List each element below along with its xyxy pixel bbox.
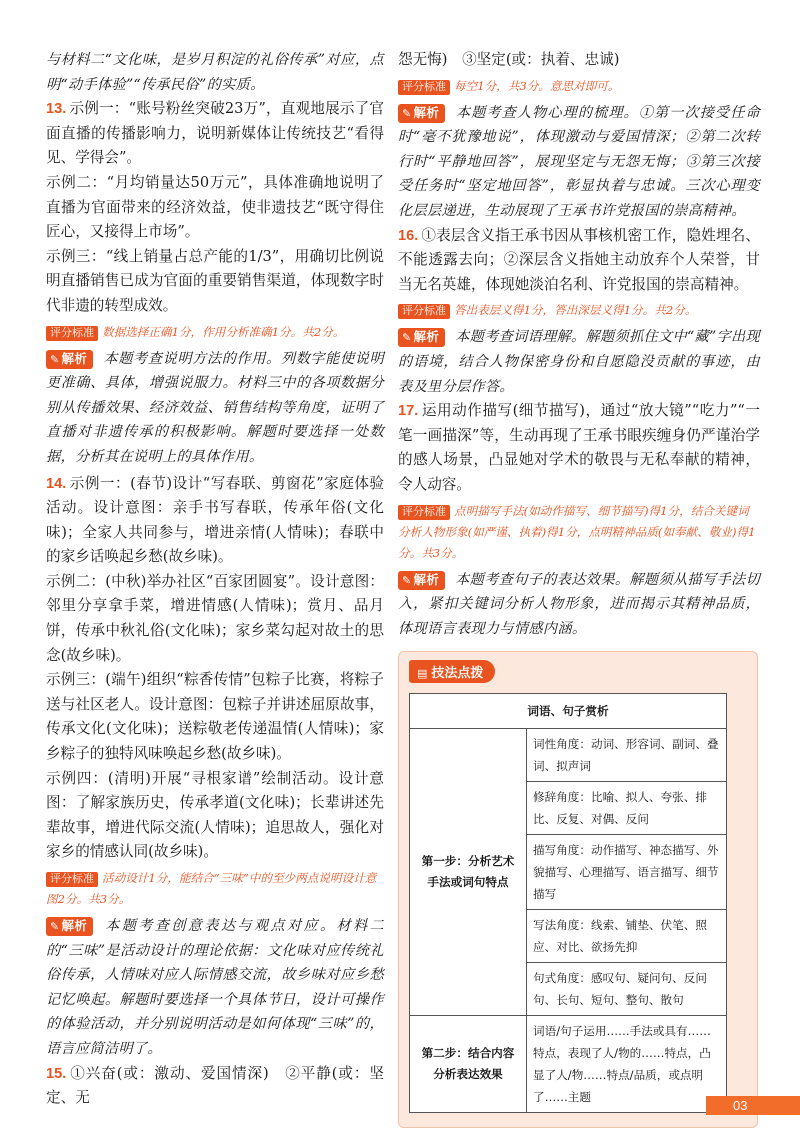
table-title: 词语、句子赏析 <box>410 694 727 729</box>
analysis-14: ✎ 解析 本题考查创意表达与观点对应。材料二的“三味”是活动设计的理论依据：文化味对应传统礼俗传承，人情味对应人际情感交流，故乡味对应乡愁记忆唤起。解题时要选择一个具体节日，设计可操作的体验活动，并分别说明活动是如何体现“三味”的，语言应简洁明了。 <box>46 918 384 1057</box>
right-column <box>398 48 760 1128</box>
table-row <box>410 1016 727 1113</box>
left-column <box>46 48 384 1111</box>
analysis-tag: ✎ 解析 <box>46 350 93 369</box>
analysis-15: ✎ 解析 本题考查人物心理的梳理。①第一次接受任命时“毫不犹豫地说”，体现激动与爱国情深；②第二次转行时“平静地回答”，展现坚定与无怨无悔；③第三次接受任务时“坚定地回答”，彰显执着与忠诚。三次心理变化层层递进，生动展现了王承书许党报国的崇高精神。 <box>398 104 760 219</box>
table-cell: 词语/句子运用……手法或具有……特点，表现了人/物的……特点，凸显了人/物……特点/品质，或点明了……主题 <box>527 1016 727 1113</box>
scoring-standard: 评分标准 每空1分，共3分。意思对即可。 <box>398 76 760 97</box>
question-number: 15. <box>46 1065 67 1082</box>
scoring-tag: 评分标准 <box>398 304 450 319</box>
table-cell: 句式角度：感叹句、疑问句、反问句、长句、短句、整句、散句 <box>527 963 727 1016</box>
answer-15: 15. ①兴奋(或：激动、爱国情深) ②平静(或：坚定、无 <box>46 1064 384 1107</box>
table-cell: 词性角度：动词、形容词、副词、叠词、拟声词 <box>527 729 727 782</box>
answer-17: 17. 运用动作描写(细节描写)，通过“放大镜”“吃力”“一笔一画描深”等，生动再现了王承书眼疾缠身仍严谨治学的感人场景，凸显她对学术的敬畏与无私奉献的精神，令人动容。 <box>398 402 760 493</box>
answer-15-continuation: 怨无悔) ③坚定(或：执着、忠诚) <box>398 51 620 68</box>
answer-14-example-1: 14. 示例一：(春节)设计“写春联、剪窗花”家庭体验活动。设计意图：亲手书写春联，传承年俗(文化味)；全家人共同参与，增进亲情(人情味)；春联中的家乡话唤起乡愁(故乡味)。 <box>46 474 384 566</box>
technique-tips-box <box>398 651 758 1128</box>
answer-continuation: 与材料二“文化味，是岁月积淀的礼俗传承”对应，点明“动手体验”“传承民俗”的实质。 <box>46 52 384 93</box>
scoring-tag: 评分标准 <box>398 80 450 95</box>
book-icon: ▤ <box>417 667 428 681</box>
pen-icon: ✎ <box>402 331 412 345</box>
scoring-tag: 评分标准 <box>398 505 450 520</box>
analysis-13: ✎ 解析 本题考查说明方法的作用。列数字能使说明更准确、具体，增强说服力。材料三中的各项数据分别从传播效果、经济效益、销售结构等角度，证明了直播对非遗传承的积极影响。解题时要选择一处数据，分析其在说明上的具体作用。 <box>46 350 384 465</box>
scoring-standard: 评分标准 答出表层义得1分，答出深层义得1分。共2分。 <box>398 300 760 321</box>
analysis-tag: ✎ 解析 <box>398 571 445 590</box>
scoring-standard: 评分标准 活动设计1分，能结合“三味”中的至少两点说明设计意图2分。共3分。 <box>46 871 377 906</box>
table-cell: 修辞角度：比喻、拟人、夸张、排比、反复、对偶、反问 <box>527 782 727 835</box>
answer-13-example-3: 示例三：“线上销量占总产能的1/3”，用确切比例说明直播销售已成为官面的重要销售渠道，体现数字时代非遗的转型成效。 <box>46 247 384 314</box>
table-cell: 写法角度：线索、铺垫、伏笔、照应、对比、欲扬先抑 <box>527 910 727 963</box>
answer-16: 16. ①表层含义指王承书因从事核机密工作，隐姓埋名、不能透露去向；②深层含义指她主动放弃个人荣誉，甘当无名英雄，体现她淡泊名利、许党报国的崇高精神。 <box>398 226 760 293</box>
answer-14-example-3: 示例三：(端午)组织“粽香传情”包粽子比赛，将粽子送与社区老人。设计意图：包粽子并讲述屈原故事，传承文化(文化味)；送粽敬老传递温情(人情味)；家乡粽子的独特风味唤起乡愁(故乡味)。 <box>46 671 384 763</box>
question-number: 17. <box>398 403 419 420</box>
analysis-tag: ✎ 解析 <box>398 328 445 347</box>
pen-icon: ✎ <box>50 920 60 933</box>
table-cell: 描写角度：动作描写、神态描写、外貌描写、心理描写、语言描写、细节描写 <box>527 835 727 910</box>
answer-13-example-1: 13. 示例一：“账号粉丝突破23万”，直观地展示了官面直播的传播影响力，说明新媒体让传统技艺“看得见、学得会”。 <box>46 100 384 167</box>
question-number: 14. <box>46 475 67 492</box>
question-number: 13. <box>46 101 67 118</box>
pen-icon: ✎ <box>402 106 412 120</box>
scoring-standard: 评分标准 数据选择正确1分，作用分析准确1分。共2分。 <box>46 322 384 343</box>
scoring-standard: 评分标准 点明描写手法(如动作描写、细节描写)得1分，结合关键词分析人物形象(如严谨、执着)得1分，点明精神品质(如奉献、敬业)得1分。共3分。 <box>398 503 756 560</box>
table-header-row <box>410 694 727 729</box>
analysis-16: ✎ 解析 本题考查词语理解。解题须抓住文中“藏”字出现的语境，结合人物保密身份和自愿隐没贡献的事迹，由表及里分层作答。 <box>398 329 760 395</box>
step-1-cell: 第一步：分析艺术手法或词句特点 <box>410 729 527 1016</box>
page-number-bar <box>706 1096 800 1115</box>
analysis-17: ✎ 解析 本题考查句子的表达效果。解题须从描写手法切入，紧扣关键词分析人物形象，进而揭示其精神品质，体现语言表现力与情感内涵。 <box>398 571 760 637</box>
question-number: 16. <box>398 227 419 244</box>
step-2-cell: 第二步：结合内容分析表达效果 <box>410 1016 527 1113</box>
analysis-tag: ✎ 解析 <box>398 104 445 123</box>
table-row <box>410 729 727 782</box>
scoring-tag: 评分标准 <box>46 326 98 341</box>
pen-icon: ✎ <box>50 352 60 366</box>
answer-14-example-4: 示例四：(清明)开展“寻根家谱”绘制活动。设计意图：了解家族历史，传承孝道(文化味)；长辈讲述先辈故事，增进代际交流(人情味)；追思故人，强化对家乡的情感认同(故乡味)。 <box>46 769 384 861</box>
technique-tips-header: ▤ 技法点拨 <box>409 660 495 683</box>
pen-icon: ✎ <box>402 573 412 587</box>
scoring-tag: 评分标准 <box>46 872 98 887</box>
answer-14-example-2: 示例二：(中秋)举办社区“百家团圆宴”。设计意图：邻里分享拿手菜，增进情感(人情味)；赏月、品月饼，传承中秋礼俗(文化味)；家乡菜勾起对故土的思念(故乡味)。 <box>46 572 384 664</box>
method-table <box>409 693 727 1113</box>
answer-13-example-2: 示例二：“月均销量达50万元”，具体准确地说明了直播为官面带来的经济效益，使非遗技艺“既守得住匠心，又接得上市场”。 <box>46 173 384 241</box>
analysis-tag: ✎ 解析 <box>46 917 93 936</box>
page-number: 03 <box>733 1098 748 1113</box>
